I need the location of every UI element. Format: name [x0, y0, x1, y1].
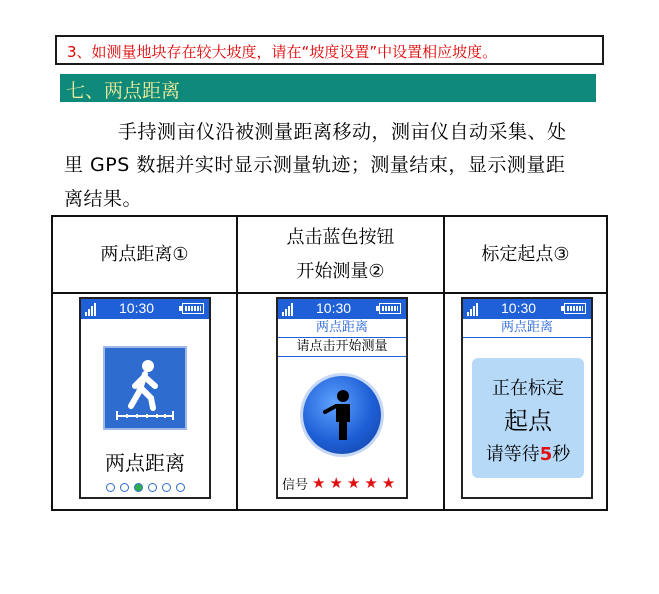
section-title: 七、两点距离: [66, 80, 181, 102]
clock-time: 10:30: [316, 300, 352, 316]
status-bar: [278, 299, 406, 319]
note-box: [55, 35, 604, 65]
star-icon: ★: [329, 474, 343, 492]
paragraph-line-3: 离结果。: [64, 188, 143, 210]
start-prompt: 请点击开始测量: [278, 338, 406, 357]
wait-countdown: [472, 440, 584, 466]
battery-icon: [379, 303, 401, 314]
table-divider: [53, 292, 606, 294]
header-1-label: 两点距离①: [100, 243, 189, 265]
device-screen-2: [276, 297, 408, 499]
battery-icon: [182, 303, 204, 314]
page-dot-active[interactable]: [134, 483, 143, 492]
paragraph-line-1: 手持测亩仪沿被测量距离移动，测亩仪自动采集、处: [118, 121, 567, 143]
device-screen-3: [461, 297, 593, 499]
clock-time: 10:30: [119, 300, 155, 316]
start-point-text: 起点: [504, 407, 552, 435]
status-bar: [463, 299, 591, 319]
page-dot[interactable]: [176, 483, 185, 492]
signal-bars-icon: [85, 303, 96, 316]
header-2-label-line2: 开始测量②: [296, 260, 385, 282]
signal-bars-icon: [467, 303, 478, 316]
signal-label: 信号: [282, 478, 309, 493]
header-cell-1: [53, 217, 236, 292]
tap-person-icon: [303, 376, 381, 454]
calibrating-text: 正在标定: [492, 378, 564, 399]
countdown-number: 5: [539, 444, 553, 465]
start-measure-button[interactable]: [303, 376, 381, 454]
header-2-label-line1: 点击蓝色按钮: [286, 226, 395, 248]
app-label: 两点距离: [105, 451, 185, 475]
wait-suffix: 秒: [552, 444, 571, 465]
star-icon: ★: [312, 474, 326, 492]
signal-bars-icon: [282, 303, 293, 316]
paragraph-line-2: 里 GPS 数据并实时显示测量轨迹；测量结束，显示测量距: [64, 154, 566, 176]
header-cell-2: [238, 217, 443, 292]
note-text: 3、如测量地块存在较大坡度，请在“坡度设置”中设置相应坡度。: [67, 43, 498, 61]
star-icon: ★: [381, 474, 396, 492]
device-screen-1: [79, 297, 211, 499]
page-dot[interactable]: [120, 483, 129, 492]
page-dot[interactable]: [106, 483, 115, 492]
screen-title: 两点距离: [463, 320, 591, 338]
section-header: [60, 74, 596, 102]
battery-icon: [564, 303, 586, 314]
wait-prefix: 请等待: [485, 444, 540, 465]
status-bar: [81, 299, 209, 319]
walking-person-icon: [105, 348, 185, 428]
page-dot[interactable]: [162, 483, 171, 492]
star-icon: ★: [364, 474, 378, 492]
star-icon: ★: [346, 474, 361, 492]
clock-time: 10:30: [501, 300, 537, 316]
signal-strength: [282, 474, 395, 493]
header-3-label: 标定起点③: [481, 243, 570, 265]
page-indicator: [81, 483, 209, 492]
page-dot[interactable]: [148, 483, 157, 492]
two-point-distance-app-icon[interactable]: [105, 348, 185, 428]
header-cell-3: [445, 217, 606, 292]
screen-title: 两点距离: [278, 320, 406, 338]
calibration-card: [472, 358, 584, 478]
